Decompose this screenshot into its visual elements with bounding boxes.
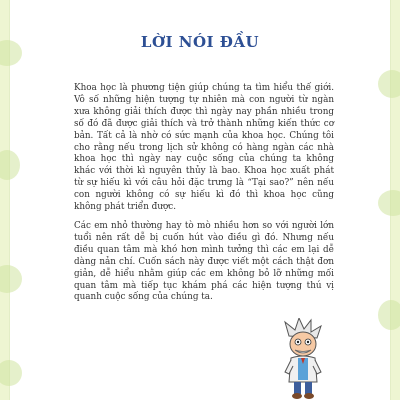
- decorative-leaf: [0, 265, 22, 293]
- paragraph: Khoa học là phương tiện giúp chúng ta tìm hiểu thế giới. Vô số những hiện tượng tự nhiên mà con người từ ngàn xưa không giải thích được thì ngày nay phần nhiều trong số đó đã được giải thích và trở thành những kiến thức cơ bản. Tất cả là nhờ có sức mạnh của khoa học. Chúng tôi cho rằng nếu trong lịch sử không có hàng ngàn các nhà khoa học thì ngày nay cuộc sống của chúng ta không khác với thời kì nguyên thủy là bao. Khoa học xuất phát từ sự hiếu kì với câu hỏi đặc trưng là “Tại sao?” nên nếu con người không có sự hiếu kì đó thì khoa học cũng không phát triển được.: [74, 83, 334, 213]
- decorative-leaf: [378, 300, 400, 330]
- cartoon-scientist-icon: [281, 318, 325, 400]
- preface-body: [74, 83, 334, 304]
- decorative-leaf: [0, 150, 20, 180]
- decorative-leaf: [378, 70, 400, 98]
- decorative-leaf: [0, 360, 22, 386]
- decorative-leaf: [378, 190, 400, 216]
- page-title: LỜI NÓI ĐẦU: [140, 33, 260, 51]
- paragraph: Các em nhỏ thường hay tò mò nhiều hơn so với người lớn tuổi nên rất dễ bị cuốn hút vào điều gì đó. Nhưng nếu điều quan tâm mà khó hơn mình tưởng thì các em lại dễ dàng nản chí. Cuốn sách này được viết một cách thật đơn giản, dễ hiểu nhằm giúp các em không bỏ lỡ những mối quan tâm mà tiếp tục khám phá các hiện tượng thú vị quanh cuộc sống của chúng ta.: [74, 220, 334, 303]
